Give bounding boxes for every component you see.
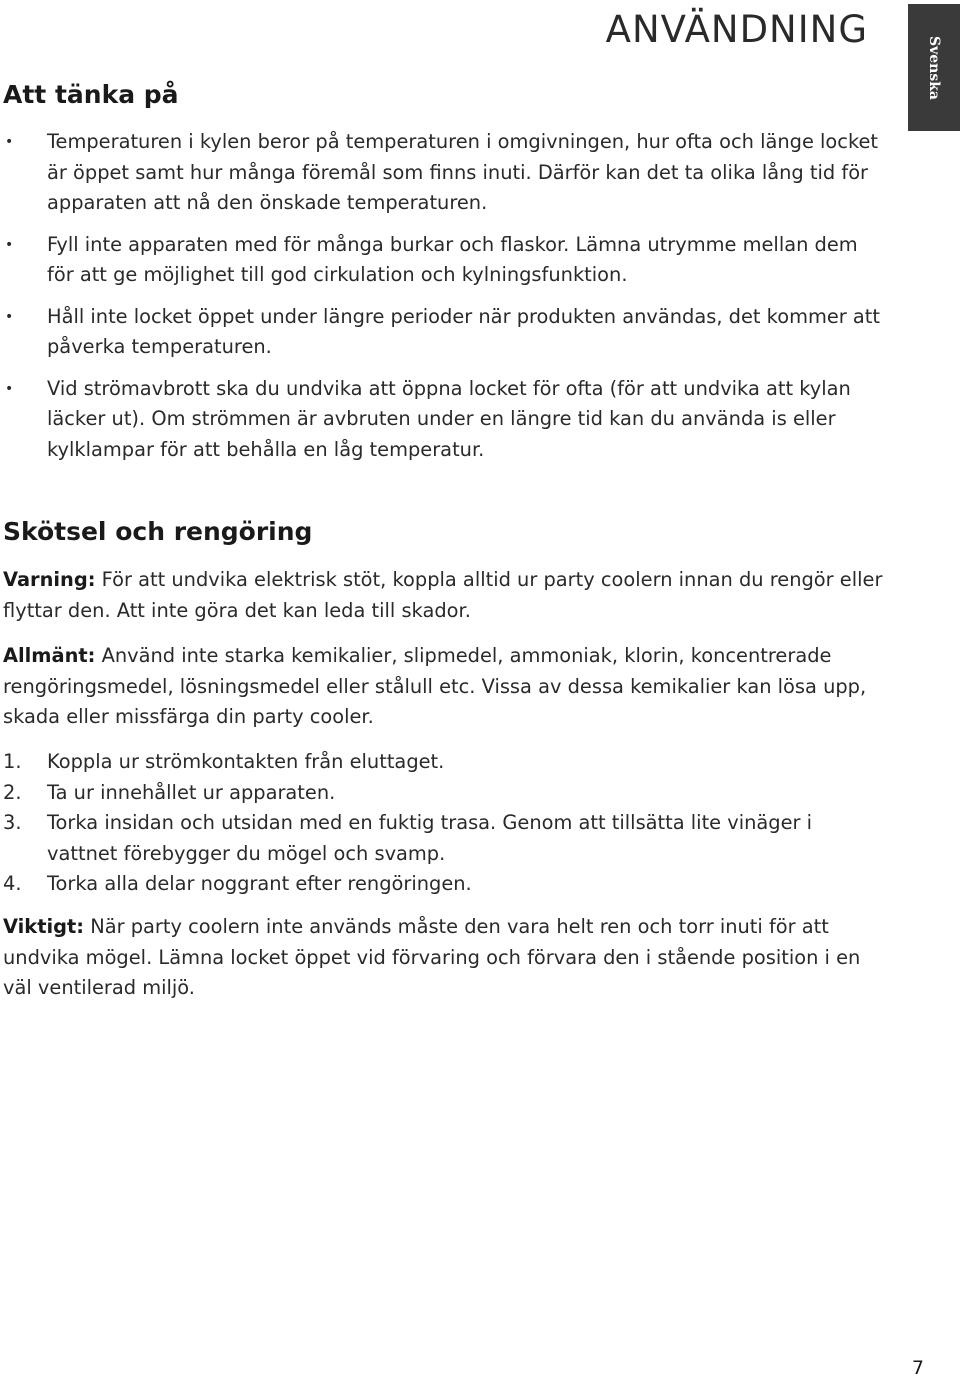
section-title-att-tanka-pa: Att tänka på [3,80,179,109]
cleaning-steps-list [3,747,883,900]
general-paragraph [3,641,883,733]
section-title-skotsel: Skötsel och rengöring [3,517,313,546]
step-text: Torka insidan och utsidan med en fuktig trasa. Genom att tillsätta lite vinäger i vattnet förebygger du mögel och svamp. [47,811,813,865]
general-label: Allmänt: [3,644,96,667]
bullet-text: Håll inte locket öppet under längre perioder när produkten användas, det kommer att påverka temperaturen. [47,304,881,358]
warning-text: För att undvika elektrisk stöt, koppla alltid ur party coolern innan du rengör eller flyttar den. Att inte göra det kan leda till skador. [3,568,883,622]
step-text: Torka alla delar noggrant efter rengöringen. [47,872,472,895]
list-item [3,808,883,869]
list-item [0,374,880,466]
list-item [3,778,883,809]
language-tab-label: Svenska [926,35,943,100]
important-text: När party coolern inte används måste den vara helt ren och torr inuti för att undvika mögel. Lämna locket öppet vid förvaring och förvara den i stående position i en väl ventilerad miljö. [3,915,861,999]
step-text: Ta ur innehållet ur apparaten. [47,780,336,804]
list-item [3,869,883,900]
bullet-icon: • [5,308,14,325]
bullet-text: Fyll inte apparaten med för många burkar och flaskor. Lämna utrymme mellan dem för att ge möjlighet till god cirkulation och kylningsfunktion. [47,232,858,286]
warning-label: Varning: [3,568,96,591]
step-number: 1. [3,750,22,773]
step-number: 4. [3,872,22,895]
general-text: Använd inte starka kemikalier, slipmedel, ammoniak, klorin, koncentrerade rengöringsmedel, lösningsmedel eller stålull etc. Vissa av dessa kemikalier kan lösa upp, skada eller missfärga din party cooler. [3,644,867,728]
list-item [0,127,880,219]
list-item [0,230,880,291]
page-header-title: ANVÄNDNING [605,8,868,51]
step-number: 3. [3,811,22,834]
important-label: Viktigt: [3,915,85,938]
step-number: 2. [3,780,22,804]
language-tab [908,4,960,131]
bullet-icon: • [5,134,14,150]
bullet-text: Temperaturen i kylen beror på temperaturen i omgivningen, hur ofta och länge locket är öppet samt hur många föremål som finns inuti. Därför kan det ta olika lång tid för apparaten att nå den önskade temperaturen. [47,130,879,214]
tips-bullet-list [0,127,880,476]
bullet-text: Vid strömavbrott ska du undvika att öppna locket för ofta (för att undvika att kylan läcker ut). Om strömmen är avbruten under en längre tid kan du använda is eller kylklampar för att behålla en låg temperatur. [47,376,851,461]
warning-paragraph [3,565,883,626]
list-item [0,302,880,363]
important-paragraph [3,912,883,1004]
bullet-icon: • [5,380,14,397]
step-text: Koppla ur strömkontakten från eluttaget. [47,750,445,773]
bullet-icon: • [5,236,14,253]
page-number: 7 [911,1357,924,1379]
list-item [3,747,883,778]
